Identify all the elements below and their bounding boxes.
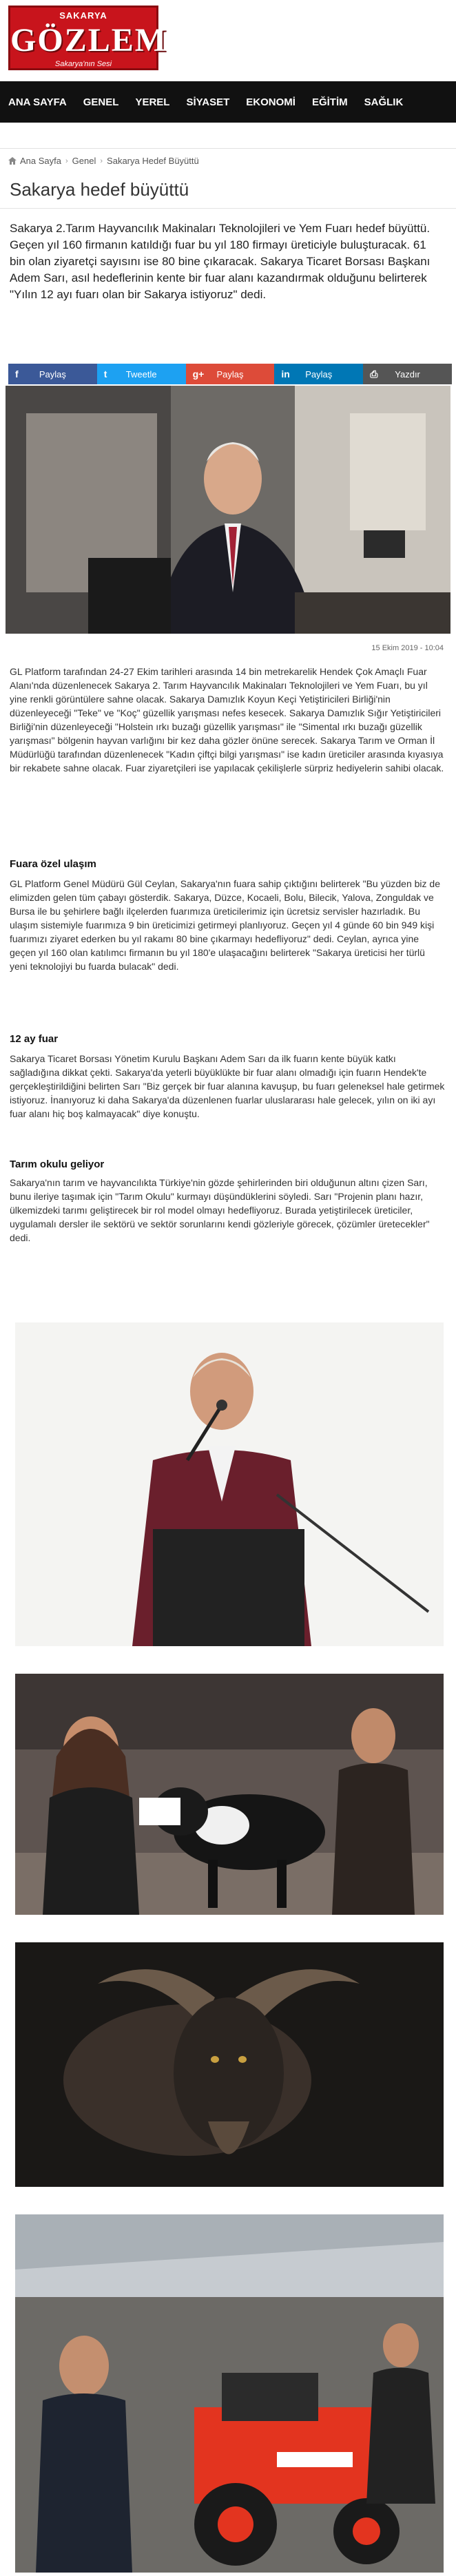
nav-sub-strip [0,123,456,149]
article-paragraph-3: Sakarya Ticaret Borsası Yönetim Kurulu Başkanı Adem Sarı da ilk fuarın kente büyük katkı sağladığına dikkat çekti. Sakarya'da yeterli büyüklükte bir fuar alanı olmadığı için fuarın Hendek'te gerçekleştirildiğini belirten Sarı "Biz gerçek bir fuar alanına kavuşup, bu fuarı geleneksel hale getirmek istiyoruz. İnanıyoruz ki daha Sakarya'da düzenlenen fuarlar uluslararası hale gelecek, yılın on iki ayı fuar alanı hiç boş kalmayacak" diye konuştu. [10,1053,445,1119]
article-paragraph-2: GL Platform Genel Müdürü Gül Ceylan, Sakarya'nın fuara sahip çıktığını belirterek "Bu yüzden biz de elimizden gelen tüm çabayı gösterdik. Sakarya, Düzce, Kocaeli, Bolu, Bilecik, Yalova, Zonguldak ve Bursa ile bu şehirlere bağlı ilçelerden fuarımıza üreticilerimiz için ücretsiz servisler hazırladık. Bu ulaşım sistemiyle fuarımıza 9 bin üreticimizi getirmeyi planlıyoruz. Geçen yıl 4 günde 60 bin 949 kişi fuarımızı ziyaret ederken bu yıl rakamı 80 bine çıkarmayı hedefliyoruz" dedi. Ceylan, ayrıca yine geçen yıl 160 olan katılımcı firmanın bu yıl 180'e ulaşacağını belirterek "Sakarya üreticisi her türlü yeni teknolojiyi bu fuarda bulacak" dedi. [10,878,440,972]
linkedin-share-button[interactable] [274,364,363,384]
print-icon: ⎙ [370,368,378,380]
divider [0,208,456,209]
site-logo[interactable] [8,6,168,70]
logo-main-text: GÖZLEM [10,22,168,59]
linkedin-icon: in [281,368,290,380]
site-header [0,0,456,81]
article-photo-speaker [15,1322,444,1646]
share-bar [8,364,452,384]
gplus-share-label: Paylaş [216,368,244,380]
gplus-icon: g+ [192,368,205,380]
article-title: Sakarya hedef büyüttü [10,179,189,200]
logo-top-text: SAKARYA [59,10,107,21]
article-subheading-1: Fuara özel ulaşım [10,858,96,870]
article-subheading-2: 12 ay fuar [10,1033,59,1045]
article-paragraph-4: Sakarya'nın tarım ve hayvancılıkta Türkiye'nin gözde şehirlerinden biri olduğunun altını çizen Sarı, bunu ileriye taşımak için "Tarım Okulu" kurmayı düşündüklerini söyledi. Sarı "Projenin planı hazır, ülkemizdeki tarımı geliştirecek bir rol model olmayı hedefliyoruz. Burada yetiştirilecek üreticiler, uygulamalı dersler ile sektörü ve sektör sorunlarını kendi gözleriyle görecek, çözümler üretecekler" dedi. [10,1177,430,1243]
article-photo-goat [15,1942,444,2187]
nav-item-siyaset[interactable]: SİYASET [186,96,230,108]
linkedin-share-label: Paylaş [305,368,333,380]
nav-item-egitim[interactable]: EĞİTİM [311,96,348,108]
print-button[interactable] [363,364,452,384]
breadcrumb [8,156,199,166]
article-main-photo [6,386,450,634]
article-date: 15 Ekim 2019 - 10:04 [371,644,444,652]
home-icon [8,157,17,165]
nav-item-yerel[interactable]: YEREL [135,96,170,108]
main-nav [0,81,456,123]
article-lead: Sakarya 2.Tarım Hayvancılık Makinaları Teknolojileri ve Yem Fuarı hedef büyüttü. Geçen yıl 160 firmanın katıldığı fuar bu yıl 180 firmayı üreticiyle buluşturacak. 61 bin olan ziyaretçi sayısını ise 80 bine çıkaracak. Sakarya Ticaret Borsası Başkanı Adem Sarı, asıl hedeflerinin kente bir fuar alanı kazandırmak olduğunu belirterek "Yılın 12 ayı fuarı olan bir Sakarya istiyoruz" dedi. [10,222,431,301]
breadcrumb-separator-icon: › [65,156,68,165]
twitter-icon: t [103,368,107,380]
nav-item-ana-sayfa[interactable]: ANA SAYFA [8,96,67,108]
facebook-share-label: Paylaş [39,368,66,380]
facebook-share-button[interactable] [8,364,97,384]
breadcrumb-genel[interactable]: Genel [72,156,96,166]
breadcrumb-home[interactable]: Ana Sayfa [20,156,61,166]
breadcrumb-separator-icon: › [100,156,103,165]
article-subheading-3: Tarım okulu geliyor [10,1159,105,1170]
breadcrumb-current: Sakarya Hedef Büyüttü [107,156,199,166]
twitter-share-button[interactable] [97,364,186,384]
twitter-share-label: Tweetle [125,368,157,380]
logo-sub-text: Sakarya'nın Sesi [54,60,112,68]
nav-item-saglik[interactable]: SAĞLIK [364,96,404,108]
nav-item-ekonomi[interactable]: EKONOMİ [246,96,296,108]
print-label: Yazdır [395,368,420,380]
article-paragraph-1: GL Platform tarafından 24-27 Ekim tarihleri arasında 14 bin metrekarelik Hendek Çok Amaçlı Fuar Alanı'nda düzenlenecek Sakarya 2. Tarım Hayvancılık Makinaları Teknolojileri ve Yem Fuarı, bu yıl yine renkli görüntülere sahne olacak. Sakarya Damızlık Koyun Keçi Yetiştiricileri Birliği'nin düzenleyeceği "Teke" ve "Koç" güzellik yarışması nefes kesecek. Sakarya Damızlık Sığır Yetiştiricileri Birliği'nin düzenleyeceği "Holstein ırkı buzağı güzellik yarışması" ile "Simental ırkı buzağı güzellik yarışması" bölgenin hayvan varlığını bir kez daha gözler önüne serecek. Sakarya Tarım ve Orman İl Müdürlüğü tarafından düzenlenecek "Kadın çiftçi bilgi yarışması" ise kadın üreticiler arasında kıyasıya bir rekabete sahne olacak. Fuar ziyaretçileri ise yapılacak çekilişlerle sürpriz hediyelerin sahibi olacak. [10,666,444,773]
article-photo-tractor [15,2214,444,2573]
nav-item-genel[interactable]: GENEL [83,96,119,108]
facebook-icon: f [15,368,19,380]
article-photo-calf [15,1674,444,1915]
gplus-share-button[interactable] [186,364,275,384]
